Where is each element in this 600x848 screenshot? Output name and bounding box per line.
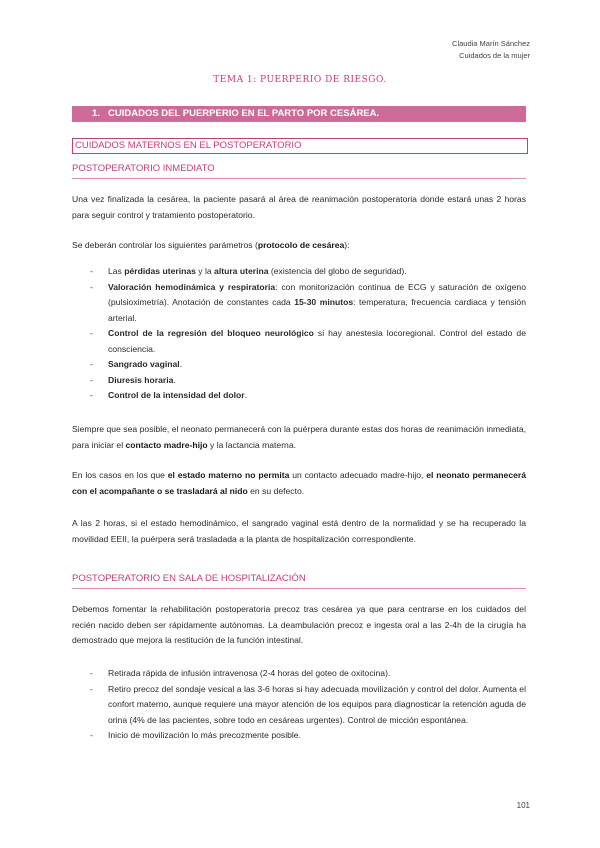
list-item: - Las pérdidas uterinas y la altura uterina (existencia del globo de seguridad). — [72, 264, 526, 280]
list-item: - Diuresis horaria. — [72, 373, 526, 389]
subheading-inmediato: POSTOPERATORIO INMEDIATO — [72, 162, 526, 179]
section-title: CUIDADOS DEL PUERPERIO EN EL PARTO POR CESÁREA. — [108, 108, 380, 119]
page-number: 101 — [516, 801, 530, 810]
list-item: - Retiro precoz del sondaje vesical a las 3-6 horas si hay adecuada movilización y control del dolor. Aumenta el confort materno, aunque requiere una mayor atención de los equipos para diagnosticar la retención aguda de orina (4% de las pacientes, sobre todo en cesáreas urgentes). Control de micción espontánea. — [72, 682, 526, 729]
list-item: - Control de la intensidad del dolor. — [72, 388, 526, 404]
paragraph-acompanante: En los casos en los que el estado materno no permita un contacto adecuado madre-hijo, el neonato permanecerá con el acompañante o se trasladará al nido en su defecto. — [72, 470, 526, 496]
section-number: 1. — [92, 108, 100, 119]
list-item: - Sangrado vaginal. — [72, 357, 526, 373]
list-item: - Retirada rápida de infusión intravenosa (2-4 horas del goteo de oxitocina). — [72, 666, 526, 682]
header-subject: Cuidados de la mujer — [459, 51, 530, 60]
subheading-hospitalizacion: POSTOPERATORIO EN SALA DE HOSPITALIZACIÓN — [72, 572, 526, 589]
list-item: - Control de la regresión del bloqueo neurológico si hay anestesia locoregional. Control del estado de consciencia. — [72, 326, 526, 357]
header-author: Claudia Marín Sánchez — [452, 39, 530, 48]
paragraph-intro: Una vez finalizada la cesárea, la paciente pasará al área de reanimación postoperatoria donde estará unas 2 horas para seguir control y tratamiento postoperatorio. — [72, 194, 526, 220]
parameter-list — [72, 264, 526, 404]
section-heading-bar — [72, 106, 526, 122]
list-item: - Inicio de movilización lo más precozmente posible. — [72, 728, 526, 744]
paragraph-traslado: A las 2 horas, si el estado hemodinámico, el sangrado vaginal está dentro de la normalidad y se ha recuperado la movilidad EEII, la puérpera será trasladada a la planta de hospitalización correspondiente. — [72, 518, 526, 544]
paragraph-rehabilitacion: Debemos fomentar la rehabilitación postoperatoria precoz tras cesárea ya que para centrarse en los cuidados del recién nacido deben ser rápidamente autónomas. La deambulación precoz e ingesta oral a las 2-4h de la cirugía ha demostrado que mejora la restitución de la función intestinal. — [72, 604, 526, 645]
paragraph-parametros: Se deberán controlar los siguientes parámetros (protocolo de cesárea): — [72, 240, 350, 250]
hospital-care-list — [72, 666, 526, 744]
paragraph-contacto: Siempre que sea posible, el neonato permanecerá con la puérpera durante estas dos horas de reanimación inmediata, para iniciar el contacto madre-hijo y la lactancia materna. — [72, 424, 526, 450]
tema-title: TEMA 1: PUERPERIO DE RIESGO. — [213, 75, 387, 85]
box-heading: CUIDADOS MATERNOS EN EL POSTOPERATORIO — [72, 138, 528, 154]
list-item: - Valoración hemodinámica y respiratoria: con monitorización continua de ECG y saturación de oxígeno (pulsioximetría). Anotación de constantes cada 15-30 minutos: temperatura, frecuencia cardiaca y tensión arterial. — [72, 280, 526, 327]
